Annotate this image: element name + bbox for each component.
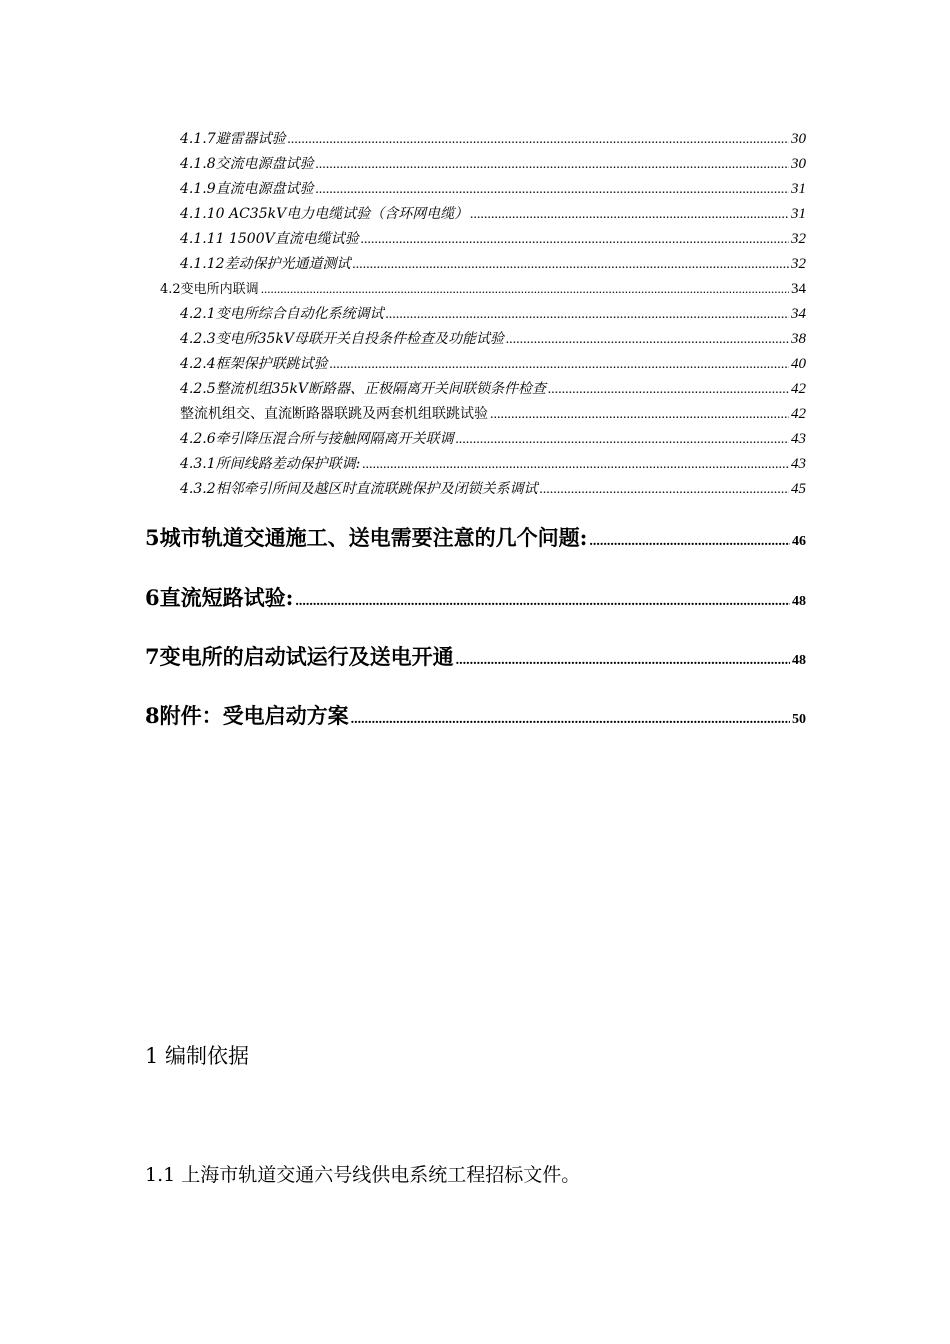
toc-entry-page: 31 bbox=[791, 206, 806, 222]
toc-entry[interactable] bbox=[180, 203, 806, 223]
toc-dot-leader bbox=[386, 307, 789, 323]
toc-entry-page: 48 bbox=[792, 594, 806, 609]
toc-dot-leader bbox=[295, 594, 790, 610]
toc-dot-leader bbox=[456, 432, 789, 448]
toc-chapter-entry[interactable] bbox=[145, 700, 806, 730]
toc-entry[interactable] bbox=[180, 378, 806, 398]
toc-dot-leader bbox=[362, 457, 789, 473]
toc-entry-title: 4.2.4框架保护联跳试验 bbox=[180, 356, 328, 372]
toc-entry[interactable] bbox=[180, 128, 806, 148]
toc-entry-title: 4.2.3变电所35kV母联开关自投条件检查及功能试验 bbox=[180, 331, 505, 347]
toc-entry-page: 45 bbox=[791, 481, 806, 497]
toc-entry-title: 4.2.6牵引降压混合所与接触网隔离开关联调 bbox=[180, 431, 454, 447]
toc-entry-title: 5城市轨道交通施工、送电需要注意的几个问题: bbox=[145, 525, 588, 550]
toc-dot-leader bbox=[470, 207, 789, 223]
toc-entry[interactable] bbox=[180, 328, 806, 348]
toc-entry-page: 30 bbox=[791, 156, 806, 172]
toc-chapter-entry[interactable] bbox=[145, 582, 806, 612]
toc-entry[interactable] bbox=[160, 278, 806, 298]
toc-entry-page: 42 bbox=[791, 381, 806, 397]
toc-dot-leader bbox=[316, 157, 789, 173]
toc-entry-title: 4.1.12差动保护光通道测试 bbox=[180, 256, 351, 272]
toc-entry-title: 4.1.8交流电源盘试验 bbox=[180, 156, 314, 172]
toc-dot-leader bbox=[589, 534, 790, 550]
toc-entry-title: 整流机组交、直流断路器联跳及两套机组联跳试验 bbox=[180, 406, 488, 422]
section-paragraph: 1.1 上海市轨道交通六号线供电系统工程招标文件。 bbox=[145, 1164, 581, 1186]
toc-entry-page: 43 bbox=[791, 431, 806, 447]
toc-entry[interactable] bbox=[180, 253, 806, 273]
toc-entry-page: 50 bbox=[792, 712, 806, 727]
toc-dot-leader bbox=[351, 712, 790, 728]
toc-dot-leader bbox=[506, 332, 789, 348]
toc-dot-leader bbox=[540, 482, 789, 498]
toc-entry-page: 40 bbox=[791, 356, 806, 372]
toc-dot-leader bbox=[353, 257, 789, 273]
toc-entry-page: 32 bbox=[791, 231, 806, 247]
toc-dot-leader bbox=[548, 382, 789, 398]
toc-dot-leader bbox=[490, 407, 789, 423]
toc-entry[interactable] bbox=[180, 153, 806, 173]
toc-entry-title: 4.1.7避雷器试验 bbox=[180, 131, 286, 147]
toc-entry-title: 4.1.9直流电源盘试验 bbox=[180, 181, 314, 197]
toc-dot-leader bbox=[316, 182, 789, 198]
toc-dot-leader bbox=[361, 232, 789, 248]
toc-chapter-entry[interactable] bbox=[145, 522, 806, 552]
toc-entry[interactable] bbox=[180, 353, 806, 373]
toc-entry-page: 34 bbox=[791, 306, 806, 322]
toc-entry-page: 43 bbox=[791, 456, 806, 472]
toc-entry[interactable] bbox=[180, 228, 806, 248]
toc-chapter-entry[interactable] bbox=[145, 641, 806, 671]
toc-entry-page: 30 bbox=[791, 131, 806, 147]
toc-entry-page: 48 bbox=[792, 653, 806, 668]
toc-entry-title: 4.2.5整流机组35kV断路器、正极隔离开关间联锁条件检查 bbox=[180, 381, 547, 397]
toc-entry-title: 4.1.11 1500V直流电缆试验 bbox=[180, 231, 359, 247]
toc-entry-page: 46 bbox=[792, 534, 806, 549]
toc-entry[interactable] bbox=[180, 478, 806, 498]
toc-dot-leader bbox=[456, 653, 790, 669]
toc-entry-title: 4.3.2相邻牵引所间及越区时直流联跳保护及闭锁关系调试 bbox=[180, 481, 538, 497]
toc-entry-page: 34 bbox=[791, 281, 806, 297]
toc-entry-page: 42 bbox=[791, 406, 806, 422]
toc-dot-leader bbox=[261, 281, 789, 297]
toc-entry-title: 4.1.10 AC35kV电力电缆试验（含环网电缆） bbox=[180, 206, 469, 222]
toc-dot-leader bbox=[330, 357, 789, 373]
toc-entry[interactable] bbox=[180, 403, 806, 423]
toc-entry-page: 32 bbox=[791, 256, 806, 272]
toc-entry-title: 8附件：受电启动方案 bbox=[145, 703, 349, 728]
section-heading: 1 编制依据 bbox=[145, 1044, 250, 1068]
toc-entry-title: 6直流短路试验: bbox=[145, 585, 294, 610]
toc-dot-leader bbox=[288, 132, 789, 148]
toc-entry-title: 4.3.1所间线路差动保护联调: bbox=[180, 456, 361, 472]
toc-entry-page: 31 bbox=[791, 181, 806, 197]
toc-entry[interactable] bbox=[180, 428, 806, 448]
toc-entry[interactable] bbox=[180, 178, 806, 198]
toc-entry-title: 4.2.1变电所综合自动化系统调试 bbox=[180, 306, 384, 322]
toc-entry-title: 7变电所的启动试运行及送电开通 bbox=[145, 644, 454, 669]
toc-entry[interactable] bbox=[180, 303, 806, 323]
toc-entry-page: 38 bbox=[791, 331, 806, 347]
toc-entry-title: 4.2变电所内联调 bbox=[160, 282, 259, 297]
toc-entry[interactable] bbox=[180, 453, 806, 473]
